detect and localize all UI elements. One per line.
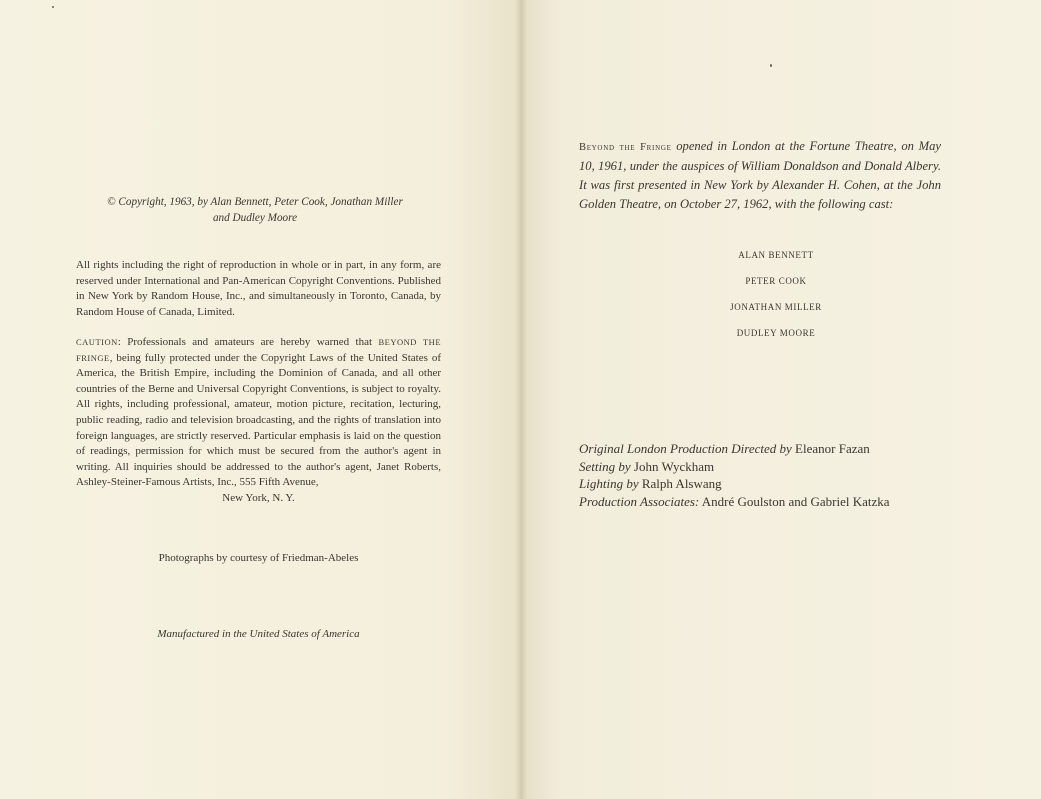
- cast-member: PETER COOK: [745, 276, 807, 286]
- copyright-notice: [70, 194, 440, 226]
- opening-text: opened in London at the Fortune Theatre, on May 10, 1961, under the auspices of William Donaldson and Donald Albery. It was first presented in New York by Alexander H. Cohen, at the John Golden Theatre, on October 27, 1962, with the following cast:: [579, 139, 941, 211]
- show-title: Beyond the Fringe: [579, 142, 672, 153]
- copyright-line-1: © Copyright, 1963, by Alan Bennett, Peter Cook, Jonathan Miller: [107, 196, 403, 208]
- credit-role: Original London Production Directed by: [579, 441, 792, 456]
- credit-name: Eleanor Fazan: [795, 441, 870, 456]
- caution-tail: New York, N. Y.: [222, 491, 295, 504]
- credit-role: Setting by: [579, 458, 631, 474]
- book-gutter: [515, 0, 527, 799]
- opening-paragraph: [579, 137, 941, 214]
- paper-speck: [52, 6, 54, 8]
- credit-name: Ralph Alswang: [641, 476, 722, 491]
- credit-line: [579, 493, 979, 511]
- credit-role: Lighting by: [579, 476, 639, 491]
- cast-member: ALAN BENNETT: [738, 250, 814, 260]
- cast-member: JONATHAN MILLER: [730, 302, 822, 312]
- credit-line: [579, 440, 979, 458]
- photo-credit: Photographs by courtesy of Friedman-Abeles: [158, 552, 359, 564]
- cast-list: [661, 248, 891, 352]
- rights-paragraph: All rights including the right of reproduction in whole or in part, in any form, are reserved under International and Pan-American Copyright Conventions. Published in New York by Random House, Inc., and simultaneously in Toronto, Canada, by Random House of Canada, Limited.: [76, 259, 441, 318]
- caution-title: BEYOND THE FRINGE: [76, 337, 442, 363]
- credit-line: [579, 475, 979, 493]
- production-credits: [579, 440, 979, 510]
- cast-member: DUDLEY MOORE: [736, 328, 816, 338]
- credit-name: John Wyckham: [633, 458, 715, 474]
- manufactured-notice: Manufactured in the United States of America: [157, 628, 360, 640]
- caution-intro: : Professionals and amateurs are hereby warned that: [117, 336, 373, 348]
- credit-role: Production Associates:: [579, 493, 700, 509]
- copyright-line-2: and Dudley Moore: [212, 212, 298, 224]
- right-page: [521, 0, 1041, 799]
- caution-paragraph: [76, 335, 441, 507]
- caution-label: CAUTION: [76, 337, 118, 347]
- credit-line: [579, 458, 979, 476]
- paper-speck: [770, 64, 772, 67]
- caution-body: , being fully protected under the Copyright Laws of the United States of America, the British Empire, including the Dominion of Canada, and all other countries of the Berne and Universal Copyright Conventions, is subject to royalty. All rights, including professional, amateur, motion picture, recitation, lecturing, public reading, radio and television broadcasting, and the rights of translation into foreign languages, are strictly reserved. Particular emphasis is laid on the question of readings, permission for which must be secured from the author's agent in writing. All inquiries should be addressed to the author's agent, Janet Roberts, Ashley-Steiner-Famous Artists, Inc., 555 Fifth Avenue,: [76, 351, 441, 489]
- credit-name: André Goulston and Gabriel Katzka: [701, 493, 890, 509]
